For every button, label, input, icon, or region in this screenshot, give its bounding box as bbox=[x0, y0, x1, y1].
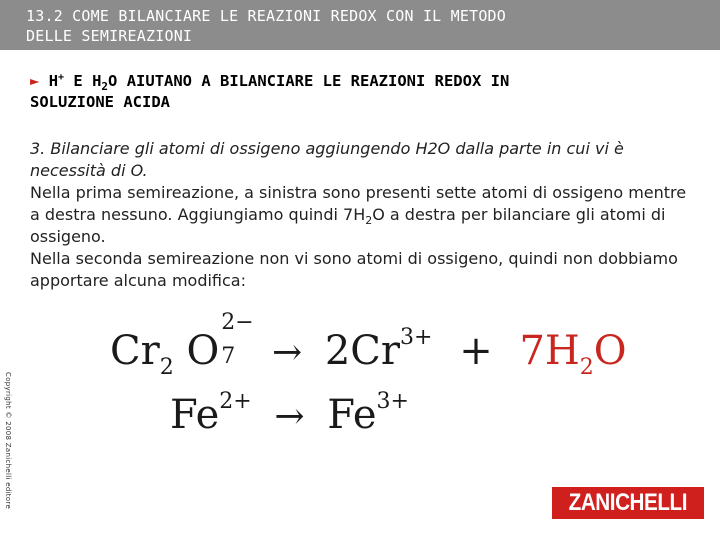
equation-2 bbox=[170, 389, 409, 438]
fe-product: Fe bbox=[327, 392, 377, 438]
dichromate-indices bbox=[219, 310, 254, 369]
title-line-1: COME BILANCIARE LE REAZIONI REDOX CON IL METODO bbox=[72, 7, 507, 25]
equations bbox=[108, 310, 628, 450]
page-title bbox=[26, 6, 706, 46]
paragraph-2: Nella seconda semireazione non vi sono atomi di ossigeno, quindi non dobbiamo apportare alcuna modifica: bbox=[30, 249, 678, 290]
fe-reactant-charge: 2+ bbox=[219, 389, 252, 414]
paragraph-1-subscript: 2 bbox=[365, 214, 373, 228]
subheading bbox=[30, 71, 690, 113]
copyright-notice: Copyright © 2008 Zanichelli editore bbox=[4, 372, 12, 510]
bullet-arrow-icon: ► bbox=[30, 72, 40, 90]
equation-1 bbox=[110, 310, 627, 380]
cr-subscript: 2 bbox=[159, 355, 174, 380]
o-symbol: O bbox=[186, 328, 220, 374]
subheading-rest: O AIUTANO A BILANCIARE LE REAZIONI REDOX IN bbox=[108, 72, 510, 90]
cr-symbol: Cr bbox=[110, 328, 160, 374]
h-ion: H bbox=[48, 72, 59, 90]
h-charge: + bbox=[58, 71, 65, 83]
water-coefficient: 7H bbox=[519, 328, 580, 374]
fe-product-charge: 3+ bbox=[376, 389, 409, 414]
dichromate-charge: 2− bbox=[221, 310, 254, 335]
o-subscript: 7 bbox=[221, 344, 236, 369]
water-subscript: 2 bbox=[579, 355, 594, 380]
body-text bbox=[30, 138, 700, 292]
chromium-product: 2Cr bbox=[324, 328, 401, 374]
title-line-2: DELLE SEMIREAZIONI bbox=[26, 27, 193, 45]
reaction-arrow-icon: → bbox=[274, 396, 305, 437]
step-heading: 3. Bilanciare gli atomi di ossigeno aggiungendo H2O dalla parte in cui vi è necessità di O. bbox=[30, 139, 624, 180]
section-number: 13.2 bbox=[26, 7, 63, 25]
subheading-mid: E H bbox=[73, 72, 102, 90]
h2o-subscript: 2 bbox=[101, 80, 109, 94]
reaction-arrow-icon: → bbox=[271, 332, 303, 373]
zanichelli-logo bbox=[552, 487, 704, 519]
chromium-charge: 3+ bbox=[400, 325, 433, 350]
logo-text: ZANICHELLI bbox=[568, 489, 688, 516]
subheading-line-2: SOLUZIONE ACIDA bbox=[30, 93, 170, 111]
plus-sign: + bbox=[459, 328, 493, 374]
fe-reactant: Fe bbox=[170, 392, 220, 438]
paragraph-1 bbox=[30, 182, 700, 248]
water-oxygen: O bbox=[593, 328, 627, 374]
paragraph-1-start: Nella prima semireazione, a sinistra sono presenti sette atomi di ossigeno mentre a destra nessuno. Aggiungiamo quindi 7H bbox=[30, 183, 687, 224]
paragraph-1-end: O a destra per bilanciare gli atomi di ossigeno. bbox=[30, 205, 666, 246]
